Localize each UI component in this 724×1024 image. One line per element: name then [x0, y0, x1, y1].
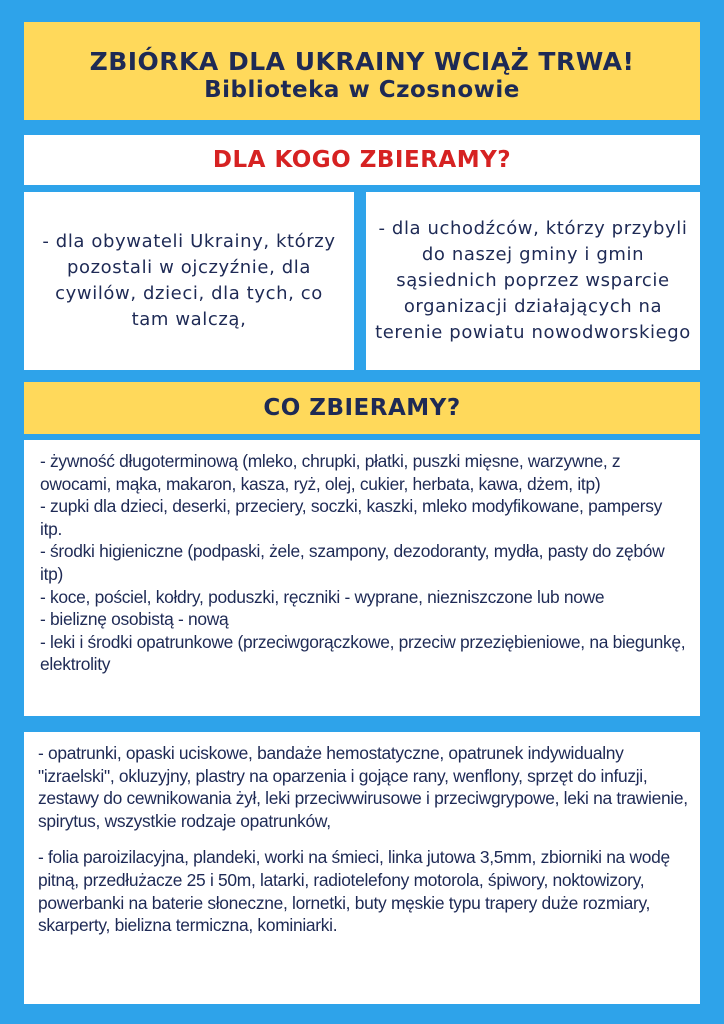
medical-equipment-box	[24, 732, 700, 1004]
section-heading-dla-kogo: DLA KOGO ZBIERAMY?	[24, 135, 700, 185]
page-subtitle: Biblioteka w Czosnowie	[204, 77, 520, 103]
list-item: - leki i środki opatrunkowe (przeciwgorączkowe, przeciw przeziębieniowe, na biegunkę, elektrolity	[40, 631, 686, 675]
section-heading-co-zbieramy: CO ZBIERAMY?	[24, 382, 700, 434]
page-title: ZBIÓRKA DLA UKRAINY WCIĄŻ TRWA!	[89, 47, 635, 76]
items-list-box	[24, 440, 700, 716]
header-banner	[24, 22, 700, 120]
list-item: - zupki dla dzieci, deserki, przeciery, soczki, kaszki, mleko modyfikowane, pampersy itp.	[40, 496, 663, 539]
recipients-left-text: - dla obywateli Ukrainy, którzy pozostali w ojczyźnie, dla cywilów, dzieci, dla tych, co tam walczą,	[42, 231, 336, 330]
list-item: - koce, pościel, kołdry, poduszki, ręczniki - wyprane, niezniszczone lub nowe	[40, 586, 605, 607]
list-item: - środki higieniczne (podpaski, żele, szampony, dezodoranty, mydła, pasty do zębów itp)	[40, 541, 665, 584]
equipment-items-paragraph: - folia paroizilacyjna, plandeki, worki na śmieci, linka jutowa 3,5mm, zbiorniki na wodę pitną, przedłużacze 25 i 50m, latarki, radiotelefony motorola, śpiwory, noktowizory, powerbanki na baterie słoneczne, lornetki, buty męskie typu trapery duże rozmiary, skarperty, bielizna termiczna, kominiarki.	[38, 847, 670, 936]
recipients-right-text: - dla uchodźców, którzy przybyli do naszej gminy i gmin sąsiednich poprzez wsparcie organizacji działających na terenie powiatu nowodworskiego	[375, 218, 691, 343]
recipients-right-box	[366, 192, 700, 370]
recipients-left-box	[24, 192, 354, 370]
medical-items-paragraph: - opatrunki, opaski uciskowe, bandaże hemostatyczne, opatrunek indywidualny "izraelski", okluzyjny, plastry na oparzenia i gojące rany, wenflony, sprzęt do infuzji, zestawy do cewnikowania żył, leki przeciwwirusowe i przeciwgrypowe, leki na trawienie, spirytus, wszystkie rodzaje opatrunków,	[38, 743, 688, 831]
list-item: - żywność długoterminową (mleko, chrupki, płatki, puszki mięsne, warzywne, z owocami, mąka, makaron, kasza, ryż, olej, cukier, herbata, kawa, dżem, itp)	[40, 451, 621, 494]
list-item: - bieliznę osobistą - nową	[40, 609, 229, 630]
